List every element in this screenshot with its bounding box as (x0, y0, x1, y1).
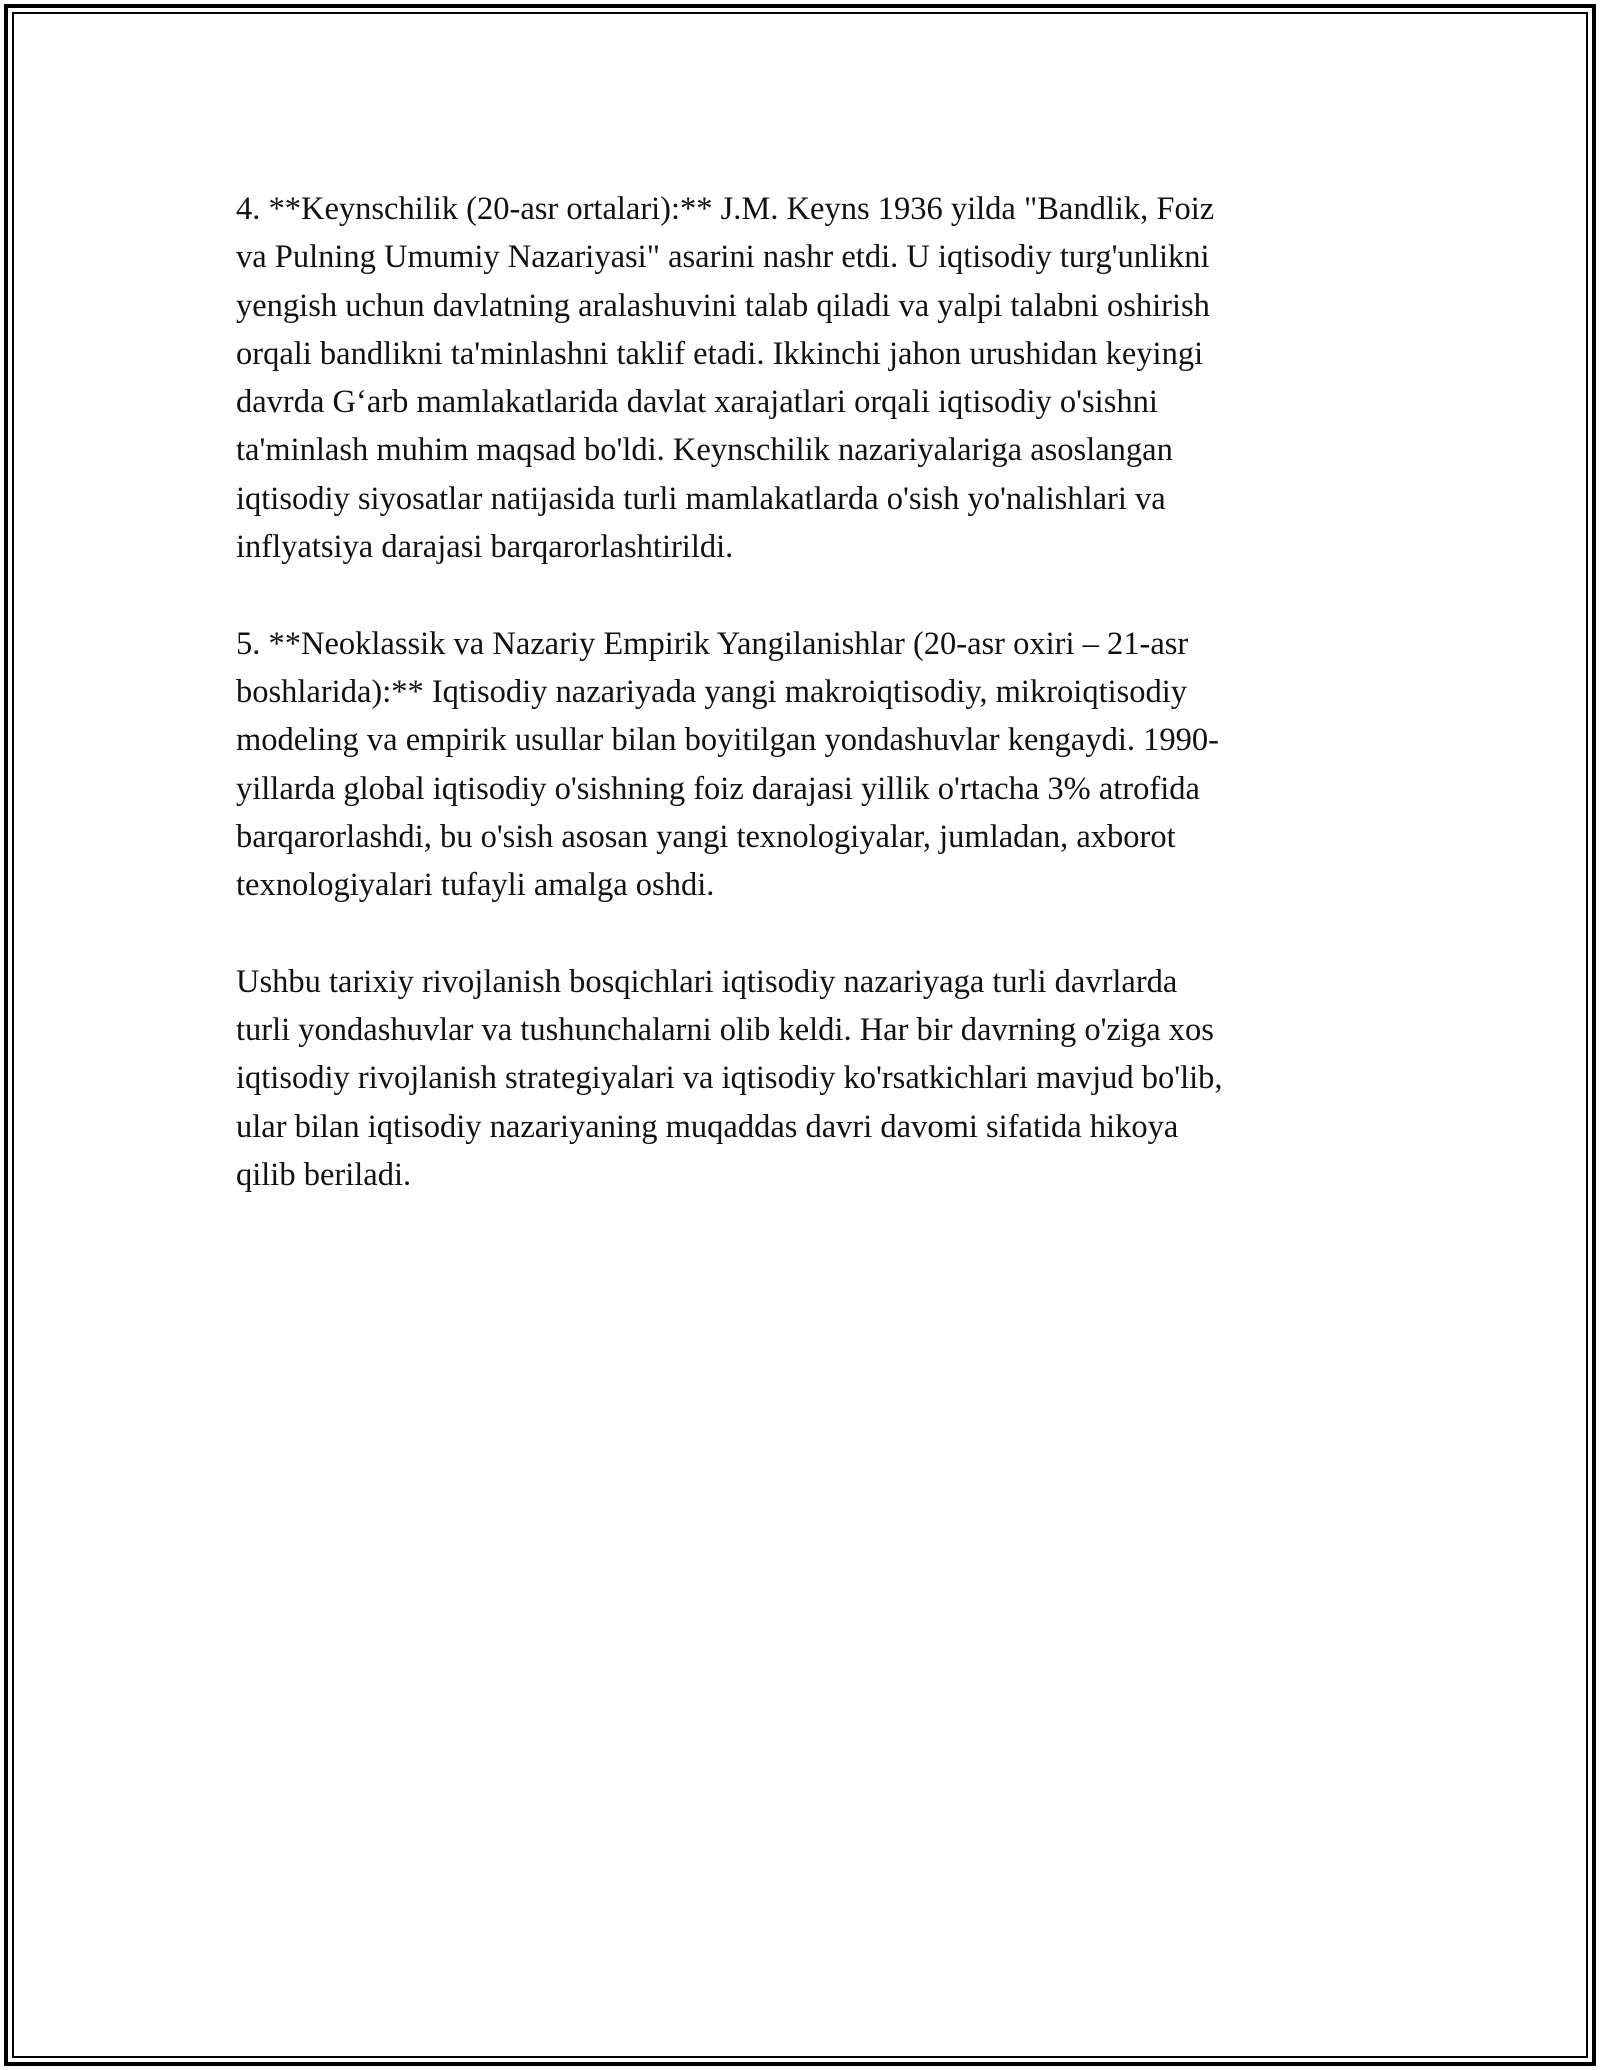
document-body (236, 185, 1356, 1248)
paragraph-conclusion: Ushbu tarixiy rivojlanish bosqichlari iqtisodiy nazariyaga turli davrlarda turli yondashuvlar va tushunchalarni olib keldi. Har bir davrning o'ziga xos iqtisodiy rivojlanish strategiyalari va iqtisodiy ko'rsatkichlari mavjud bo'lib, ular bilan iqtisodiy nazariyaning muqaddas davri davomi sifatida hikoya qilib beriladi. (236, 963, 1223, 1193)
paragraph-keynschilik: 4. **Keynschilik (20-asr ortalari):** J.M. Keyns 1936 yilda "Bandlik, Foiz va Pulning Umumiy Nazariyasi" asarini nashr etdi. U iqtisodiy turg'unlikni yengish uchun davlatning aralashuvini talab qiladi va yalpi talabni oshirish orqali bandlikni ta'minlashni taklif etadi. Ikkinchi jahon urushidan keyingi davrda G‘arb mamlakatlarida davlat xarajatlari orqali iqtisodiy o'sishni ta'minlash muhim maqsad bo'ldi. Keynschilik nazariyalariga asoslangan iqtisodiy siyosatlar natijasida turli mamlakatlarda o'sish yo'nalishlari va inflyatsiya darajasi barqarorlashtirildi. (236, 191, 1215, 566)
paragraph-neoklassik: 5. **Neoklassik va Nazariy Empirik Yangilanishlar (20-asr oxiri – 21-asr boshlarida):** Iqtisodiy nazariyada yangi makroiqtisodiy, mikroiqtisodiy modeling va empirik usullar bilan boyitilgan yondashuvlar kengaydi. 1990- yillarda global iqtisodiy o'sishning foiz darajasi yillik o'rtacha 3% atrofida barqarorlashdi, bu o'sish asosan yangi texnologiyalar, jumladan, axborot texnologiyalari tufayli amalga oshdi. (236, 625, 1219, 904)
